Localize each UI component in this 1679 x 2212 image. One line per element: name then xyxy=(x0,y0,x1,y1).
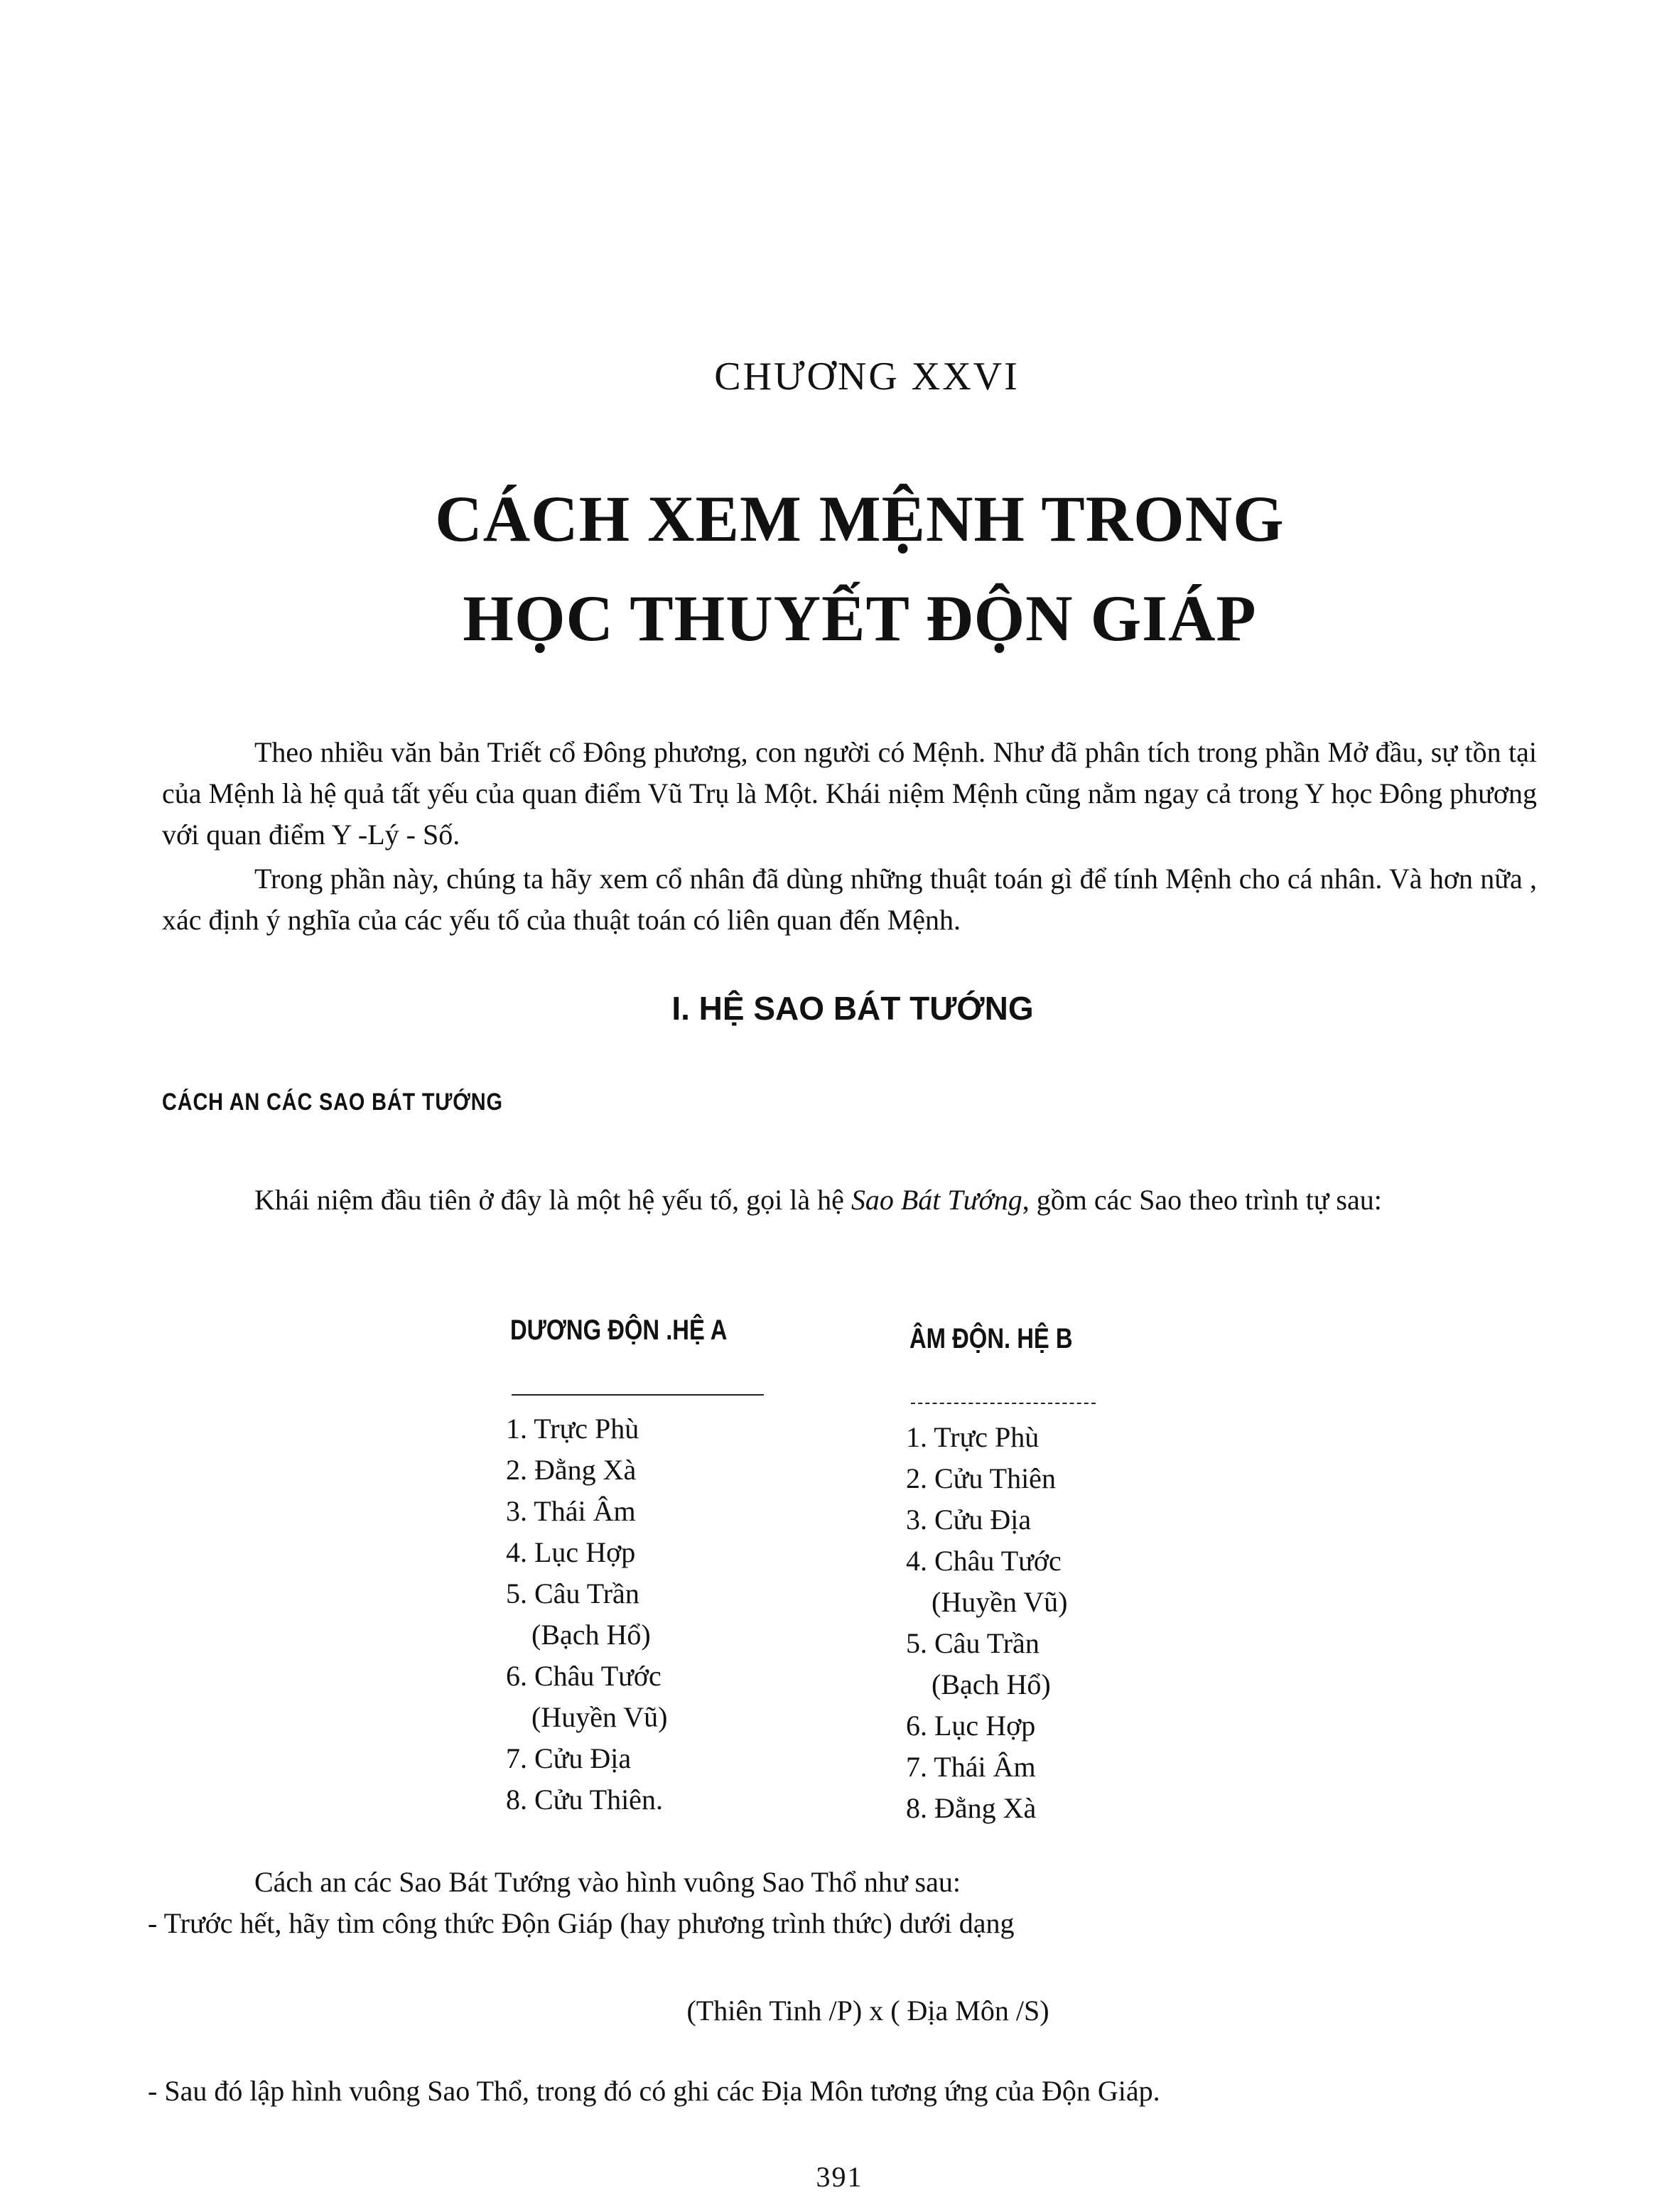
method-step-2: - Sau đó lập hình vuông Sao Thổ, trong đó có ghi các Địa Môn tương ứng của Độn Giáp. xyxy=(148,2075,1160,2107)
list-item: (Bạch Hổ) xyxy=(531,1619,651,1651)
page-number: 391 xyxy=(816,2161,863,2193)
list-item: 4. Châu Tước xyxy=(906,1545,1062,1577)
list-item: (Huyền Vũ) xyxy=(932,1586,1068,1618)
list-item: 7. Cửu Địa xyxy=(506,1742,632,1774)
intro-paragraph-2-text: Trong phần này, chúng ta hãy xem cổ nhân đã dùng những thuật toán gì để tính Mệnh cho cá nhân. Và hơn nữa , xác định ý nghĩa của các yếu tố của thuật toán có liên quan đến Mệnh. xyxy=(162,863,1537,936)
chapter-title-line-1: CÁCH XEM MỆNH TRONG xyxy=(435,482,1285,555)
list-item: (Huyền Vũ) xyxy=(531,1701,668,1733)
list-item: 5. Câu Trần xyxy=(906,1627,1040,1659)
list-a-rule xyxy=(512,1394,764,1396)
method-intro-text: Cách an các Sao Bát Tướng vào hình vuông Sao Thổ như sau: xyxy=(254,1866,961,1898)
list-item: 1. Trực Phù xyxy=(506,1413,639,1445)
list-item: 4. Lục Hợp xyxy=(506,1536,636,1568)
intro-paragraph-2 xyxy=(162,858,1537,941)
list-a-heading: DƯƠNG ĐỘN .HỆ A xyxy=(510,1315,728,1346)
list-item: 1. Trực Phù xyxy=(906,1421,1040,1453)
list-item: 6. Châu Tước xyxy=(506,1660,662,1692)
section-paragraph-emphasis: Sao Bát Tướng xyxy=(851,1184,1022,1216)
list-item: 2. Đằng Xà xyxy=(506,1454,637,1486)
list-b-heading: ÂM ĐỘN. HỆ B xyxy=(909,1323,1073,1354)
intro-paragraph-1-text: Theo nhiều văn bản Triết cổ Đông phương, con người có Mệnh. Như đã phân tích trong phần Mở đầu, sự tồn tại của Mệnh là hệ quả tất yếu của quan điểm Vũ Trụ là Một. Khái niệm Mệnh cũng nằm ngay cả trong Y học Đông phương với quan điểm Y -Lý - Số. xyxy=(162,736,1537,851)
list-item: (Bạch Hổ) xyxy=(932,1668,1051,1700)
list-item: 3. Cửu Địa xyxy=(906,1504,1032,1536)
list-item: 8. Đằng Xà xyxy=(906,1792,1037,1824)
chapter-title xyxy=(0,469,1679,668)
method-step-1: - Trước hết, hãy tìm công thức Độn Giáp (hay phương trình thức) dưới dạng xyxy=(148,1907,1015,1939)
list-item: 2. Cửu Thiên xyxy=(906,1462,1056,1494)
sub-heading: CÁCH AN CÁC SAO BÁT TƯỚNG xyxy=(162,1089,503,1116)
formula: (Thiên Tinh /P) x ( Địa Môn /S) xyxy=(686,1995,1049,2027)
intro-paragraph-1 xyxy=(162,732,1537,856)
list-b-rule xyxy=(911,1403,1096,1404)
list-a xyxy=(506,1408,667,1820)
section-paragraph xyxy=(162,1180,1537,1221)
list-item: 8. Cửu Thiên. xyxy=(506,1784,663,1816)
method-intro xyxy=(162,1862,1537,1903)
chapter-label: CHƯƠNG XXVI xyxy=(714,355,1020,399)
section-heading: I. HỆ SAO BÁT TƯỚNG xyxy=(671,990,1034,1027)
section-paragraph-before: Khái niệm đầu tiên ở đây là một hệ yếu tố, gọi là hệ xyxy=(254,1184,851,1216)
list-item: 3. Thái Âm xyxy=(506,1495,636,1527)
list-b xyxy=(906,1417,1067,1829)
section-paragraph-after: , gồm các Sao theo trình tự sau: xyxy=(1022,1184,1382,1216)
chapter-title-line-2: HỌC THUYẾT ĐỘN GIÁP xyxy=(463,582,1257,654)
list-item: 6. Lục Hợp xyxy=(906,1710,1036,1742)
list-item: 7. Thái Âm xyxy=(906,1751,1036,1783)
list-item: 5. Câu Trần xyxy=(506,1577,639,1609)
